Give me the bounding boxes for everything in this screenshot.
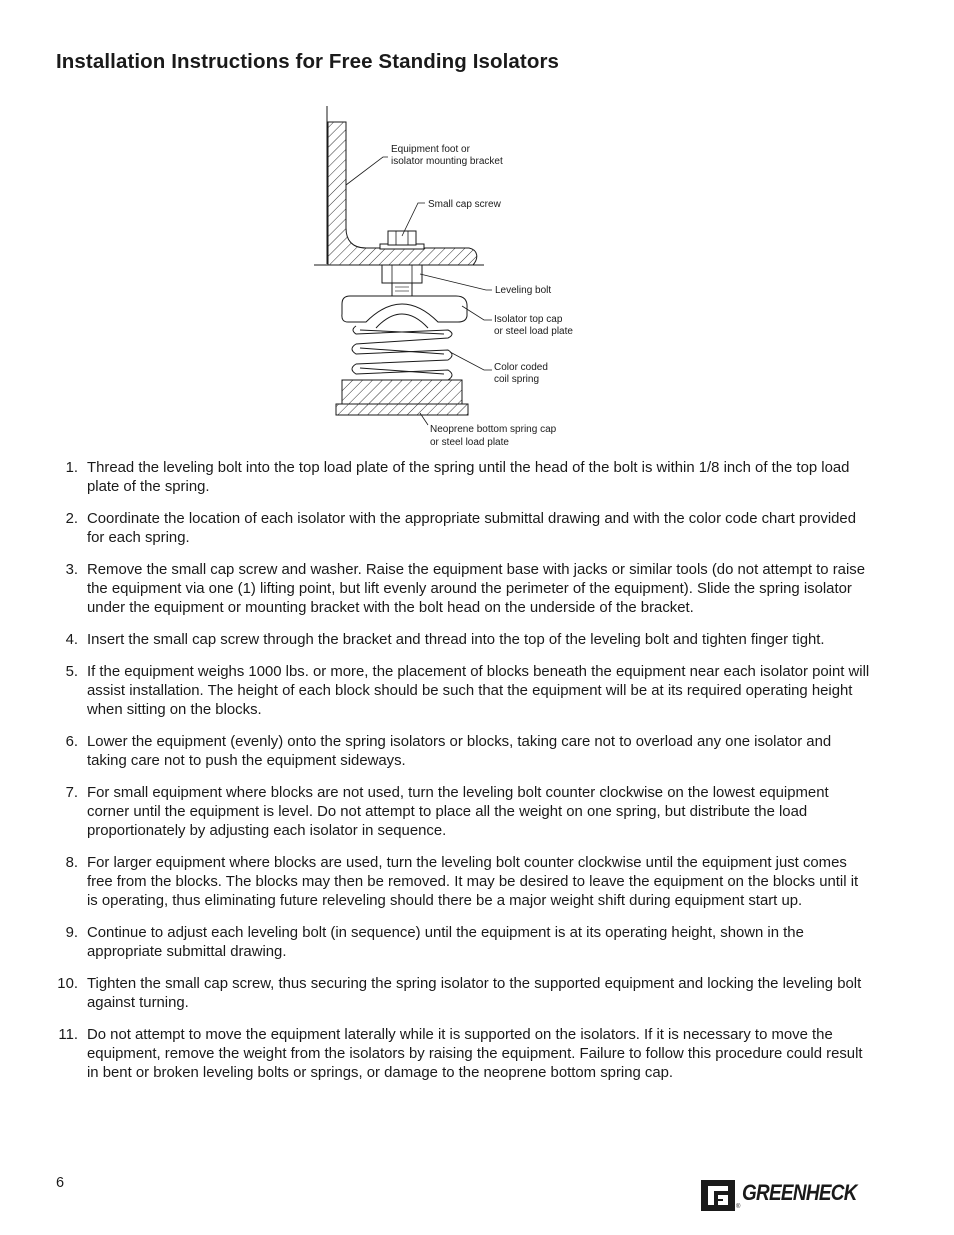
isolator-diagram xyxy=(0,0,954,460)
step-item xyxy=(50,975,870,1013)
label-equipment-foot-2: isolator mounting bracket xyxy=(391,156,503,167)
step-text: Thread the leveling bolt into the top load plate of the spring until the head of the bolt is within 1/8 inch of the top load plate of the spring. xyxy=(87,460,850,495)
label-bottom-cap: Neoprene bottom spring cap xyxy=(430,424,557,435)
step-text: For larger equipment where blocks are used, turn the leveling bolt counter clockwise until the equipment just comes free from the blocks. The blocks may then be removed. It may be desired to leave the equipment on the blocks until it is operating, thus eliminating future releveling should there be a major weight shift during equipment start up. xyxy=(87,855,859,909)
coil-spring xyxy=(352,326,452,380)
page-title: Installation Instructions for Free Standing Isolators xyxy=(56,50,560,73)
step-text: If the equipment weighs 1000 lbs. or more, the placement of blocks beneath the equipment near each isolator point will assist installation. The height of each block should be such that the equipment will be at its required operating height when sitting on the blocks. xyxy=(87,664,870,718)
step-item xyxy=(50,924,870,962)
step-text: Do not attempt to move the equipment laterally while it is supported on the isolators. If it is necessary to move the equipment, remove the weight from the isolators by raising the equipment. Failure to follow this procedure could result in bent or broken leveling bolts or springs, or damage to the neoprene bottom spring cap. xyxy=(87,1027,863,1081)
step-number: 5. xyxy=(65,664,78,680)
step-number: 1. xyxy=(65,460,78,476)
page-number: 6 xyxy=(56,1175,65,1191)
installation-steps xyxy=(50,459,870,1096)
label-top-cap-2: or steel load plate xyxy=(494,326,573,337)
step-number: 11. xyxy=(58,1027,78,1043)
step-item xyxy=(50,459,870,497)
step-number: 8. xyxy=(65,855,78,871)
step-text: For small equipment where blocks are not used, turn the leveling bolt counter clockwise on the lowest equipment corner until the equipment is level. Do not attempt to place all the weight on one spring, but distribute the load proportionately by adjusting each isolator in sequence. xyxy=(87,785,829,839)
leveling-bolt xyxy=(382,265,422,297)
label-leveling-bolt: Leveling bolt xyxy=(495,285,552,296)
step-item xyxy=(50,854,870,911)
step-number: 6. xyxy=(65,734,78,750)
step-text: Remove the small cap screw and washer. Raise the equipment base with jacks or similar tools (do not attempt to raise the equipment via one (1) lifting point, but lift evenly around the perimeter of the equipment). Slide the spring isolator under the equipment or mounting bracket with the bolt head on the underside of the bracket. xyxy=(87,562,865,616)
label-bottom-cap-2: or steel load plate xyxy=(430,437,509,448)
isolator-top-cap xyxy=(342,296,467,328)
label-coil-spring-2: coil spring xyxy=(494,374,540,385)
step-item xyxy=(50,510,870,548)
step-text: Coordinate the location of each isolator with the appropriate submittal drawing and with the color code chart provided for each spring. xyxy=(87,511,856,546)
step-number: 10. xyxy=(57,976,78,992)
step-number: 2. xyxy=(65,511,78,527)
step-number: 3. xyxy=(65,562,78,578)
label-coil-spring: Color coded xyxy=(494,362,548,373)
step-number: 7. xyxy=(65,785,78,801)
greenheck-logo xyxy=(700,1178,868,1214)
brand-wordmark: GREENHECK xyxy=(742,1180,857,1205)
step-item xyxy=(50,784,870,841)
small-cap-screw xyxy=(380,231,424,249)
step-item xyxy=(50,1026,870,1083)
label-small-cap-screw: Small cap screw xyxy=(428,199,501,210)
greenheck-logo-icon xyxy=(700,1178,740,1214)
step-text: Insert the small cap screw through the bracket and thread into the top of the leveling bolt and tighten finger tight. xyxy=(87,632,825,648)
neoprene-bottom-cap xyxy=(336,380,468,415)
step-item xyxy=(50,663,870,720)
step-number: 4. xyxy=(65,632,78,648)
step-text: Tighten the small cap screw, thus securing the spring isolator to the supported equipment and locking the leveling bolt against turning. xyxy=(87,976,862,1011)
step-text: Lower the equipment (evenly) onto the spring isolators or blocks, taking care not to overload any one isolator and taking care not to push the equipment sideways. xyxy=(87,734,832,769)
step-item xyxy=(50,631,870,650)
label-equipment-foot: Equipment foot or xyxy=(391,144,470,155)
step-text: Continue to adjust each leveling bolt (in sequence) until the equipment is at its operating height, shown in the appropriate submittal drawing. xyxy=(87,925,804,960)
step-item xyxy=(50,733,870,771)
step-number: 9. xyxy=(65,925,78,941)
step-item xyxy=(50,561,870,618)
registered-mark: ® xyxy=(736,1204,741,1210)
label-top-cap: Isolator top cap xyxy=(494,314,563,325)
